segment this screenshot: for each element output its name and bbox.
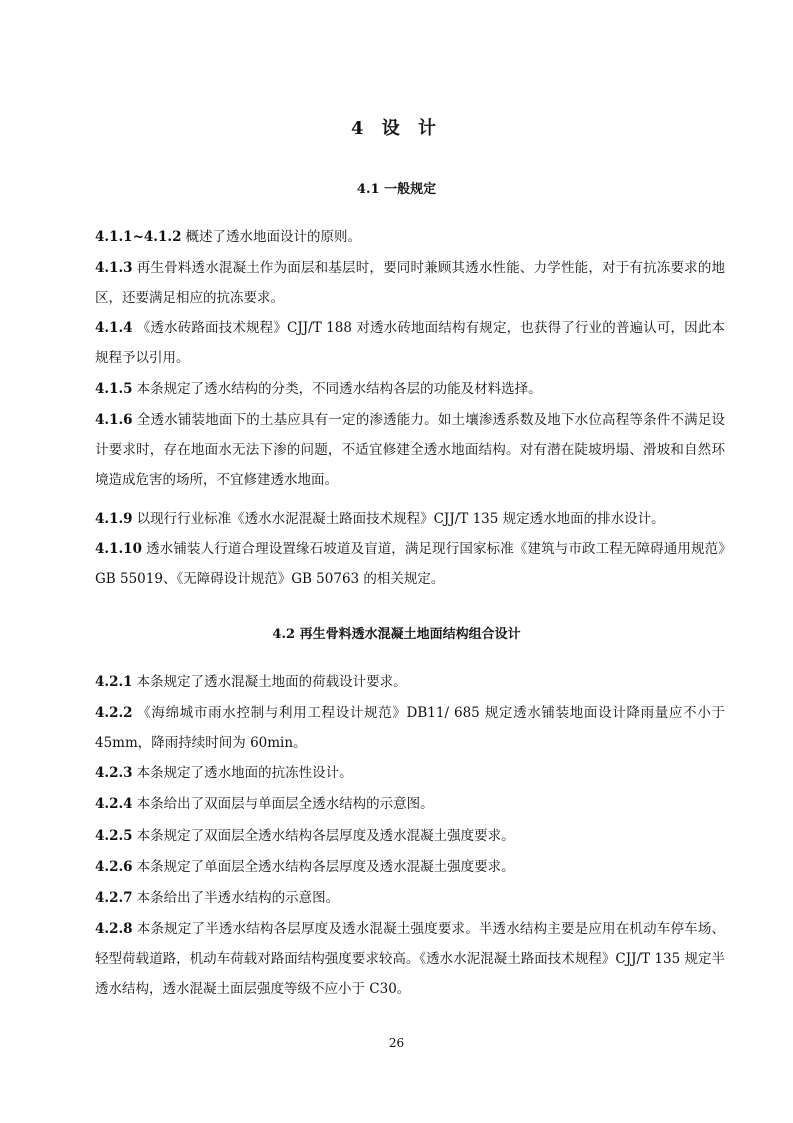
clause-number: 4.1.10	[95, 541, 142, 557]
clause-4-1-9	[95, 504, 725, 534]
clause-number: 4.1.6	[95, 412, 133, 428]
clause-4-2-6	[95, 852, 725, 882]
clause-4-2-2	[95, 698, 725, 758]
clause-number: 4.2.5	[95, 828, 133, 844]
clause-text: 全透水铺装地面下的土基应具有一定的渗透能力。如土壤渗透系数及地下水位高程等条件不满足设计要求时，存在地面水无法下渗的问题，不适宜修建全透水地面结构。对有潜在陡坡坍塌、滑坡和自然环境造成危害的场所，不宜修建透水地面。	[95, 412, 725, 488]
clause-number: 4.2.4	[95, 796, 133, 812]
clause-text: 本条规定了透水地面的抗冻性设计。	[136, 765, 353, 781]
clause-4-2-7	[95, 883, 725, 913]
clause-4-2-3	[95, 758, 725, 788]
clause-4-2-1	[95, 667, 725, 697]
clause-number: 4.2.2	[95, 705, 133, 721]
clause-text: 《海绵城市雨水控制与利用工程设计规范》DB11/ 685 规定透水铺装地面设计降雨量应不小于45mm，降雨持续时间为 60min。	[95, 705, 725, 751]
clause-4-2-5	[95, 821, 725, 851]
clause-text: 本条规定了双面层全透水结构各层厚度及透水混凝土强度要求。	[136, 828, 515, 844]
clause-text: 透水铺装人行道合理设置缘石坡道及盲道，满足现行国家标准《建筑与市政工程无障碍通用规范》GB 55019、《无障碍设计规范》GB 50763 的相关规定。	[95, 541, 725, 587]
clause-number: 4.2.6	[95, 859, 133, 875]
clause-text: 本条规定了半透水结构各层厚度及透水混凝土强度要求。半透水结构主要是应用在机动车停车场、轻型荷载道路，机动车荷载对路面结构强度要求较高。《透水水泥混凝土路面技术规程》CJJ/T 135 规定半透水结构，透水混凝土面层强度等级不应小于 C30。	[95, 921, 725, 997]
clause-number: 4.1.4	[95, 320, 133, 336]
clause-text: 概述了透水地面设计的原则。	[185, 229, 361, 245]
clause-text: 本条规定了单面层全透水结构各层厚度及透水混凝土强度要求。	[136, 859, 515, 875]
clause-number: 4.2.7	[95, 890, 133, 906]
clause-number: 4.1.1~4.1.2	[95, 229, 182, 245]
clause-number: 4.2.8	[95, 921, 133, 937]
clause-number: 4.2.3	[95, 765, 133, 781]
clause-text: 再生骨料透水混凝土作为面层和基层时，要同时兼顾其透水性能、力学性能，对于有抗冻要求的地区，还要满足相应的抗冻要求。	[95, 260, 725, 306]
clause-4-2-8	[95, 914, 725, 1004]
clause-text: 《透水砖路面技术规程》CJJ/T 188 对透水砖地面结构有规定，也获得了行业的普遍认可，因此本规程予以引用。	[95, 320, 725, 366]
clause-number: 4.1.5	[95, 381, 133, 397]
clause-4-1-4	[95, 313, 725, 373]
clause-4-1-10	[95, 534, 725, 594]
clause-text: 本条规定了透水混凝土地面的荷载设计要求。	[136, 674, 407, 690]
section-title-4-1: 4.1 一般规定	[356, 182, 437, 197]
chapter-title: 4 设 计	[350, 118, 443, 139]
clause-4-2-4	[95, 789, 725, 819]
clause-text: 以现行行业标准《透水水泥混凝土路面技术规程》CJJ/T 135 规定透水地面的排水设计。	[136, 511, 665, 527]
clause-number: 4.1.9	[95, 511, 133, 527]
clause-text: 本条规定了透水结构的分类，不同透水结构各层的功能及材料选择。	[136, 381, 542, 397]
clause-4-1-6	[95, 405, 725, 495]
section-title-4-2: 4.2 再生骨料透水混凝土地面结构组合设计	[272, 627, 521, 642]
clause-text: 本条给出了半透水结构的示意图。	[136, 890, 340, 906]
clause-number: 4.2.1	[95, 674, 133, 690]
clause-4-1-1	[95, 222, 725, 252]
clause-number: 4.1.3	[95, 260, 133, 276]
page-number: 26	[388, 1036, 405, 1050]
clause-4-1-5	[95, 374, 725, 404]
clause-text: 本条给出了双面层与单面层全透水结构的示意图。	[136, 796, 434, 812]
clause-4-1-3	[95, 253, 725, 313]
